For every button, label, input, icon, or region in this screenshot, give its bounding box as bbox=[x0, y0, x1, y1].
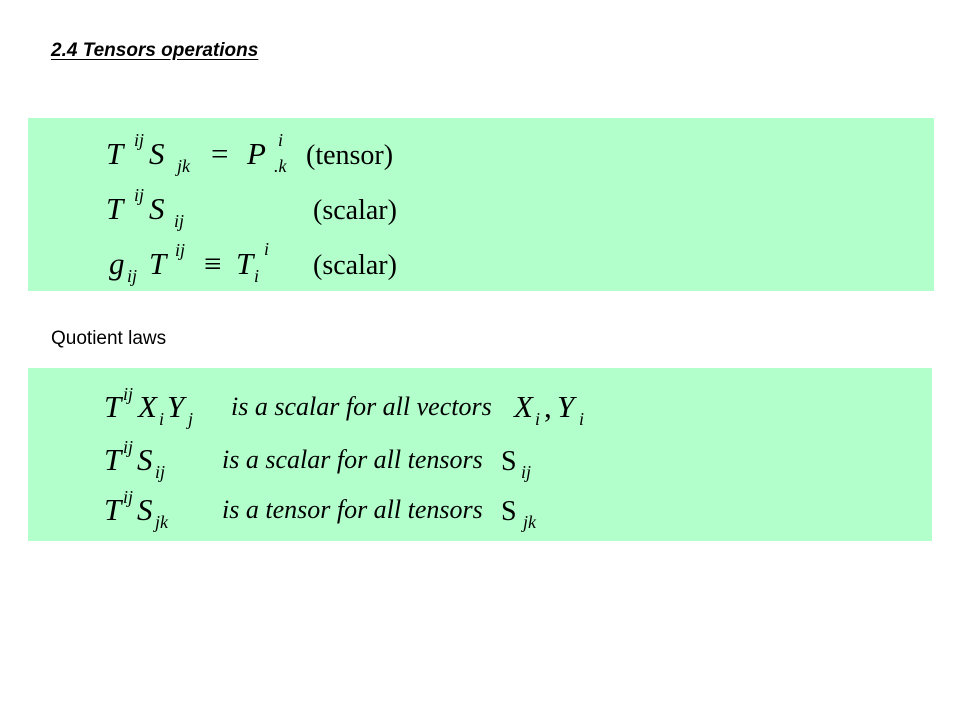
superscript-i: i bbox=[278, 130, 284, 150]
subscript-jk: jk bbox=[155, 512, 168, 532]
kind-label-scalar: (scalar) bbox=[313, 195, 397, 226]
quotient-laws-panel bbox=[28, 368, 932, 541]
quotient-laws-heading: Quotient laws bbox=[51, 328, 167, 349]
subscript-jk: jk bbox=[523, 512, 536, 532]
symbol-P: P bbox=[247, 136, 266, 171]
comma: , bbox=[544, 389, 552, 424]
quotient-law-row-vectors bbox=[104, 384, 584, 429]
symbol-S: S bbox=[149, 136, 165, 171]
section-title: 2.4 Tensors operations bbox=[51, 40, 259, 61]
subscript-j: j bbox=[188, 409, 194, 429]
symbol-T: T bbox=[236, 246, 254, 281]
tensor-operations-formulas bbox=[28, 118, 934, 291]
symbol-g: g bbox=[109, 246, 125, 281]
quotient-statement: is a tensor for all tensors bbox=[222, 495, 483, 524]
subscript-i: i bbox=[535, 409, 541, 429]
symbol-S: S bbox=[501, 446, 517, 477]
subscript-ij: ij bbox=[174, 211, 185, 231]
symbol-S: S bbox=[149, 191, 165, 226]
symbol-S: S bbox=[137, 442, 153, 477]
subscript-ij: ij bbox=[127, 266, 138, 286]
symbol-T: T bbox=[104, 442, 122, 477]
tensor-operations-panel bbox=[28, 118, 934, 291]
quotient-statement: is a scalar for all vectors bbox=[231, 392, 492, 421]
symbol-T: T bbox=[104, 389, 122, 424]
symbol-S: S bbox=[501, 496, 517, 527]
superscript-ij: ij bbox=[134, 185, 145, 205]
formula-row-tensor-product bbox=[106, 130, 393, 176]
symbol-T: T bbox=[149, 246, 167, 281]
subscript-i: i bbox=[159, 409, 165, 429]
quotient-law-row-tensor bbox=[104, 487, 537, 532]
quotient-laws-formulas bbox=[28, 368, 932, 541]
equivalence-sign: ≡ bbox=[204, 246, 222, 281]
subscript-ij: ij bbox=[155, 462, 166, 482]
formula-row-metric-contraction bbox=[109, 239, 397, 286]
symbol-X: X bbox=[514, 389, 533, 424]
superscript-ij: ij bbox=[134, 130, 145, 150]
symbol-T: T bbox=[106, 191, 124, 226]
subscript-ij: ij bbox=[521, 462, 532, 482]
symbol-T: T bbox=[106, 136, 124, 171]
symbol-S: S bbox=[137, 492, 153, 527]
superscript-ij: ij bbox=[123, 437, 134, 457]
superscript-ij: ij bbox=[123, 487, 134, 507]
kind-label-scalar: (scalar) bbox=[313, 250, 397, 281]
subscript-jk: jk bbox=[177, 156, 190, 176]
superscript-ij: ij bbox=[123, 384, 134, 404]
formula-row-full-contraction bbox=[106, 185, 397, 231]
symbol-X: X bbox=[138, 389, 157, 424]
superscript-ij: ij bbox=[175, 240, 186, 260]
symbol-T: T bbox=[104, 492, 122, 527]
subscript-i: i bbox=[254, 266, 260, 286]
equals-sign: = bbox=[211, 136, 229, 171]
symbol-Y: Y bbox=[557, 389, 575, 424]
quotient-law-row-scalar bbox=[104, 437, 531, 482]
subscript-i: i bbox=[579, 409, 585, 429]
symbol-Y: Y bbox=[167, 389, 185, 424]
superscript-i: i bbox=[264, 239, 270, 259]
quotient-statement: is a scalar for all tensors bbox=[222, 445, 483, 474]
kind-label-tensor: (tensor) bbox=[306, 140, 394, 171]
subscript-dot-k: .k bbox=[274, 156, 287, 176]
